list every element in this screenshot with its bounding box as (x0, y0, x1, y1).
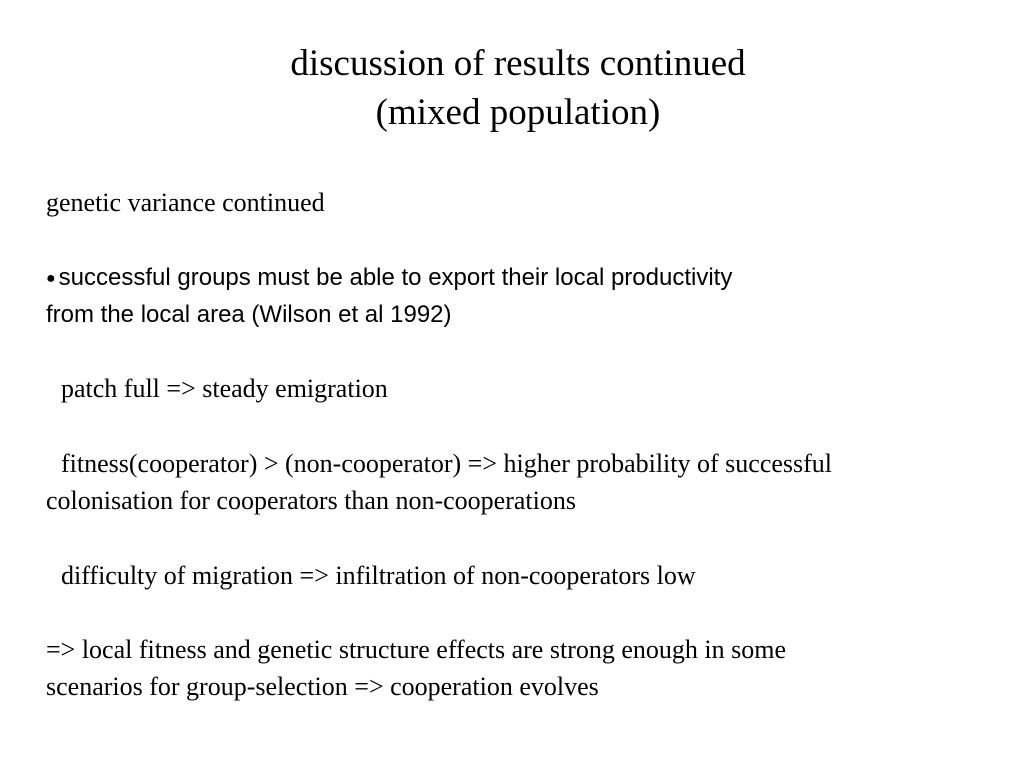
subheading: genetic variance continued (46, 188, 325, 217)
point-fitness-line-2: colonisation for cooperators than non-cooperations (46, 486, 576, 515)
point-fitness-line-1: fitness(cooperator) > (non-cooperator) => higher probability of successful (61, 449, 833, 478)
slide-subtitle: (mixed population) (375, 92, 661, 133)
bullet-line-2: from the local area (Wilson et al 1992) (46, 301, 452, 328)
point-migration: difficulty of migration => infiltration of non-cooperators low (61, 561, 696, 590)
conclusion-line-2: scenarios for group-selection => cooperation evolves (46, 672, 599, 701)
point-patch-full: patch full => steady emigration (61, 374, 388, 403)
slide-title: discussion of results continued (290, 43, 746, 84)
conclusion-line-1: => local fitness and genetic structure effects are strong enough in some (46, 635, 786, 664)
bullet-dot-icon: ● (46, 270, 56, 287)
bullet-text-1: successful groups must be able to export their local productivity (58, 264, 733, 291)
bullet-line-1 (46, 264, 732, 292)
